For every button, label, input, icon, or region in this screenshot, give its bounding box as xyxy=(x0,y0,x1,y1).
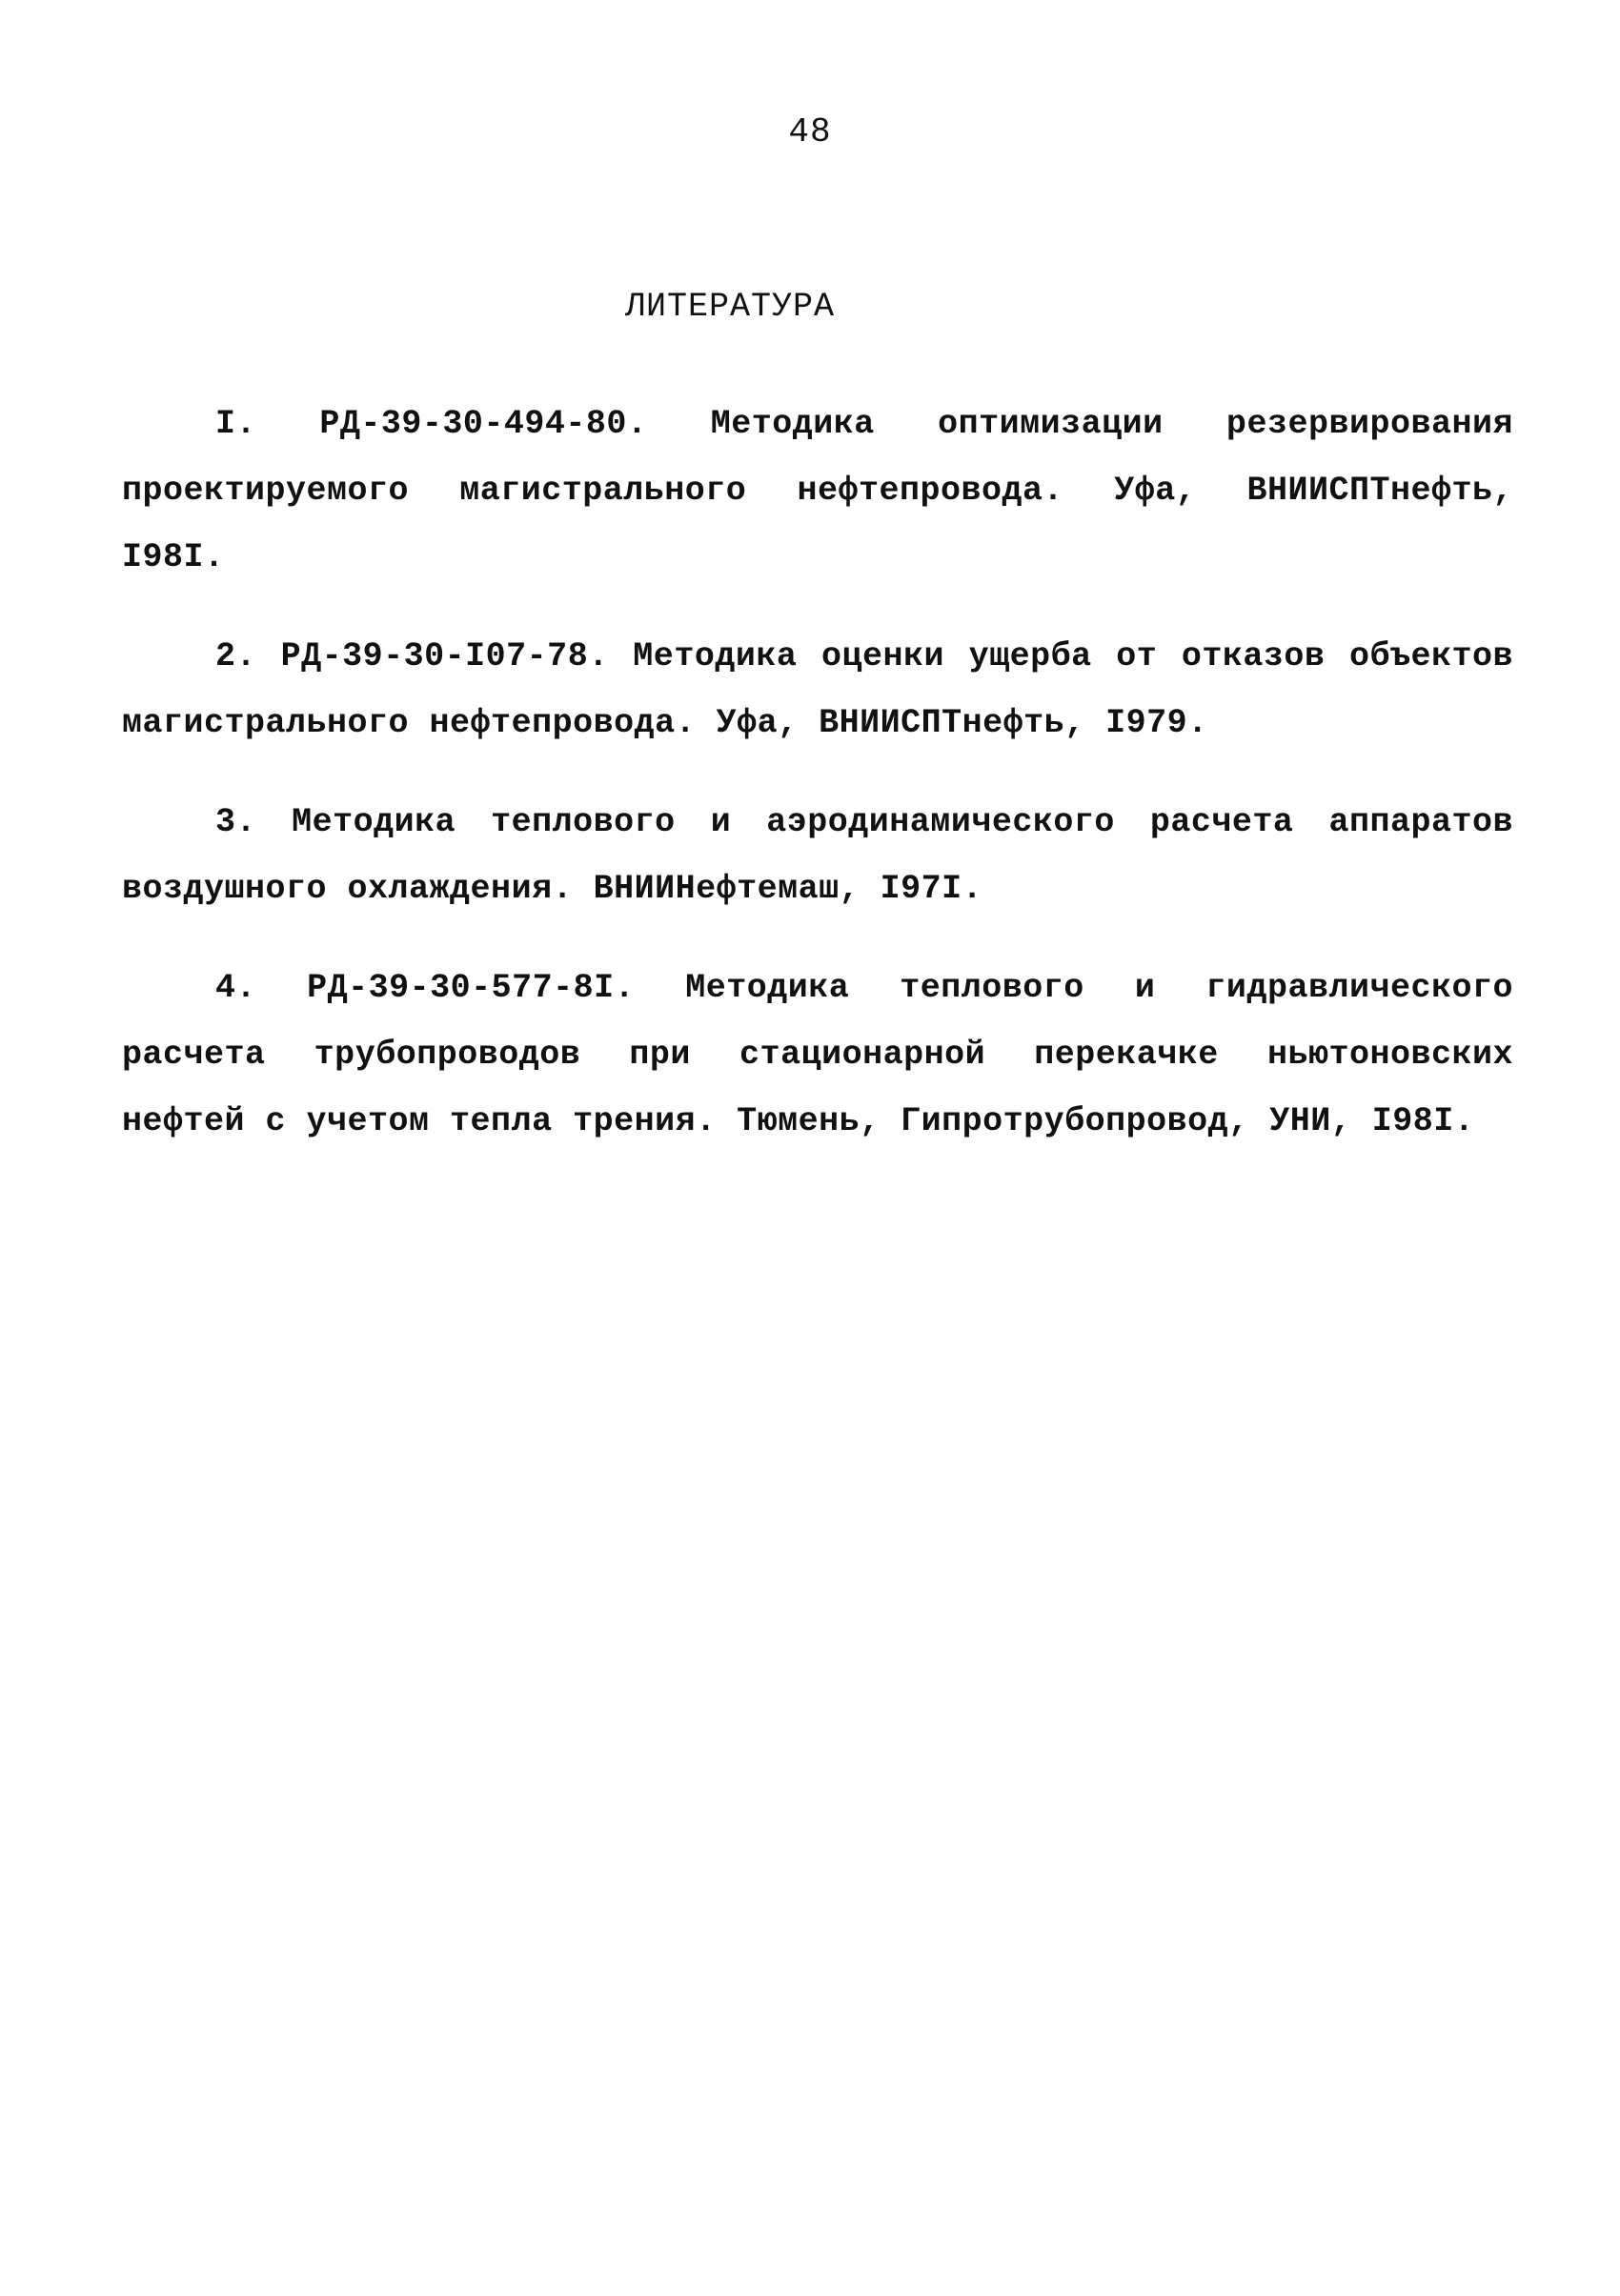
reference-text: РД-39-30-494-80. Методика оптимизации резервирования проектируемого магистрального нефтепровода. Уфа, ВНИИСПТнефть, I98I. xyxy=(122,405,1513,576)
reference-item xyxy=(122,955,1513,1155)
reference-item xyxy=(122,623,1513,756)
page-title: ЛИТЕРАТУРА xyxy=(624,288,836,326)
reference-number: I. xyxy=(215,405,257,443)
reference-text: Методика теплового и аэродинамического расчета аппаратов воздушного охлаждения. ВНИИНефтемаш, I97I. xyxy=(122,803,1513,908)
reference-number: 3. xyxy=(215,803,257,841)
reference-item xyxy=(122,789,1513,922)
reference-text: РД-39-30-I07-78. Методика оценки ущерба от отказов объектов магистрального нефтепровода. Уфа, ВНИИСПТнефть, I979. xyxy=(122,637,1513,742)
reference-text: РД-39-30-577-8I. Методика теплового и гидравлического расчета трубопроводов при стационарной перекачке ньютоновских нефтей с учетом тепла трения. Тюмень, Гипротрубопровод, УНИ, I98I. xyxy=(122,969,1513,1140)
reference-item xyxy=(122,391,1513,591)
page-number: 48 xyxy=(788,112,832,151)
reference-number: 4. xyxy=(215,969,257,1007)
reference-list xyxy=(122,391,1513,1187)
reference-number: 2. xyxy=(215,637,257,675)
